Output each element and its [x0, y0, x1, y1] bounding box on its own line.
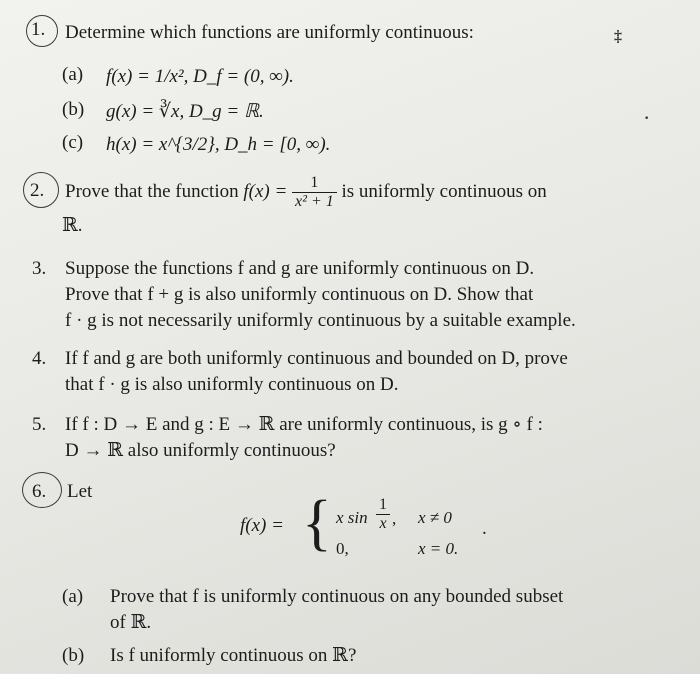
problem-3-number: 3. — [32, 258, 47, 279]
problem-2-line2: ℝ. — [62, 215, 83, 236]
problem-2-text-before: Prove that the function — [65, 181, 239, 202]
margin-mark: ‡ — [614, 28, 622, 45]
problem-5-line1: If f : D → E and g : E → ℝ are uniformly continuous, is g ∘ f : — [65, 414, 543, 435]
piecewise-brace: { — [302, 489, 332, 557]
case-1-frac-den: x — [376, 514, 390, 533]
case-1-fraction — [376, 496, 390, 533]
problem-2-frac-den: x² + 1 — [292, 192, 337, 211]
piecewise-period: . — [482, 518, 487, 539]
problem-6-lhs: f(x) = — [240, 515, 284, 536]
problem-6-number: 6. — [32, 481, 47, 502]
problem-2-number: 2. — [30, 180, 45, 201]
problem-1b-label: (b) — [62, 99, 85, 120]
problem-1a-label: (a) — [62, 64, 84, 85]
problem-6b-label: (b) — [62, 645, 85, 666]
problem-6a-line2: of ℝ. — [110, 612, 152, 633]
problem-5-number: 5. — [32, 414, 47, 435]
problem-1-text: Determine which functions are uniformly continuous: — [65, 22, 474, 43]
problem-2-lhs: f(x) = — [243, 181, 288, 202]
problem-4-line2: that f · g is also uniformly continuous on D. — [65, 374, 399, 395]
problem-1b-math: g(x) = ∛x, D_g = ℝ. — [106, 101, 264, 122]
problem-6b-text: Is f uniformly continuous on ℝ? — [110, 645, 357, 666]
case-2-expr: 0, — [336, 539, 349, 558]
problem-3-line3: f · g is not necessarily uniformly continuous by a suitable example. — [65, 310, 576, 331]
problem-6a-line1: Prove that f is uniformly continuous on any bounded subset — [110, 586, 564, 607]
problem-5-line2: D → ℝ also uniformly continuous? — [65, 440, 336, 461]
case-1-expr: x sin — [336, 508, 368, 527]
problem-2-fraction — [292, 174, 337, 211]
case-2-cond: x = 0. — [418, 539, 459, 558]
problem-2-text — [65, 172, 547, 212]
problem-4-line1: If f and g are both uniformly continuous and bounded on D, prove — [65, 348, 568, 369]
problem-4-number: 4. — [32, 348, 47, 369]
margin-mark-2: · — [644, 110, 650, 127]
problem-1-number: 1. — [31, 19, 46, 40]
problem-1c-math: h(x) = x^{3/2}, D_h = [0, ∞). — [106, 134, 331, 155]
problem-6a-label: (a) — [62, 586, 84, 607]
problem-3-line1: Suppose the functions f and g are uniformly continuous on D. — [65, 258, 535, 279]
problem-2-text-after: is uniformly continuous on — [341, 181, 547, 202]
problem-1a-math: f(x) = 1/x², D_f = (0, ∞). — [106, 66, 294, 87]
case-1-comma: , — [392, 509, 397, 528]
case-1-cond: x ≠ 0 — [418, 508, 452, 527]
problem-6-text: Let — [67, 481, 93, 502]
problem-2-frac-num: 1 — [310, 174, 319, 192]
problem-1c-label: (c) — [62, 132, 84, 153]
problem-3-line2: Prove that f + g is also uniformly continuous on D. Show that — [65, 284, 534, 305]
case-1-frac-num: 1 — [379, 496, 387, 513]
